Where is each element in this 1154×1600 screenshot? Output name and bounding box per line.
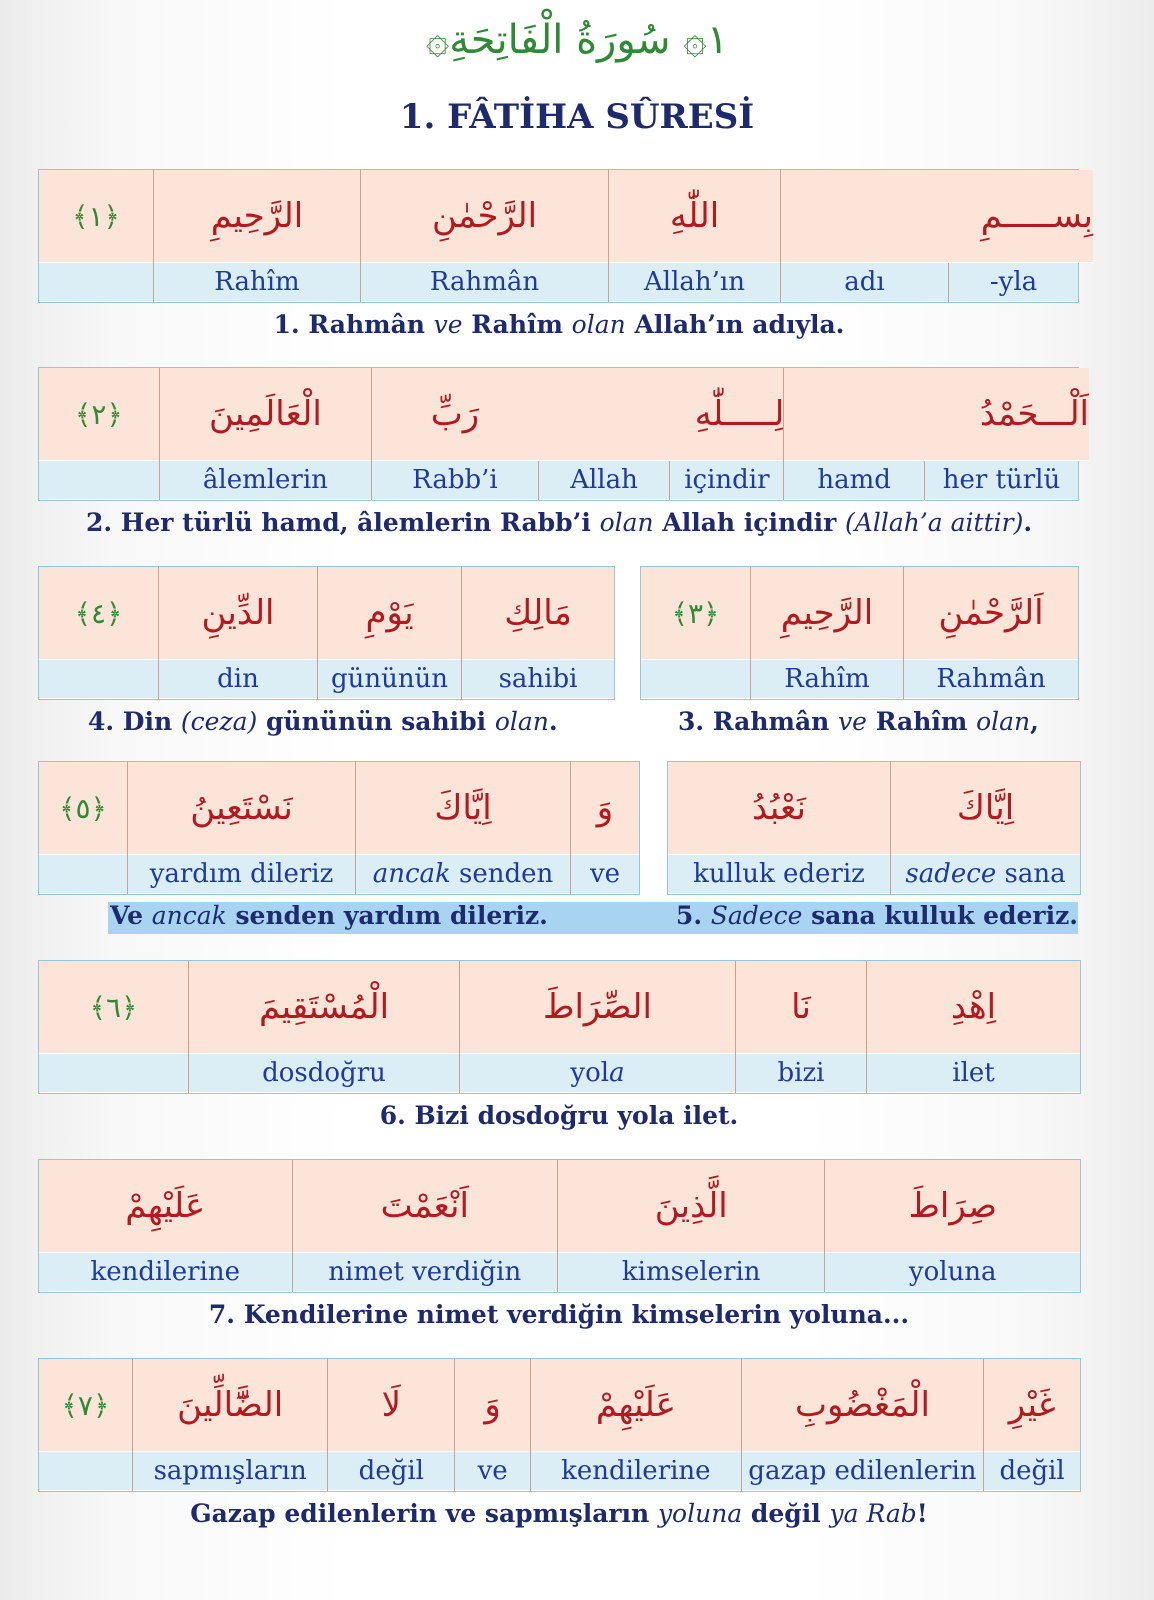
- translation-word: değil: [984, 1452, 1080, 1490]
- verse-6-table: [38, 960, 1081, 1094]
- translation-word: içindir: [670, 461, 783, 499]
- word-cell: [735, 961, 866, 1093]
- word-cell: [750, 567, 903, 699]
- verse-4-meaning: [88, 707, 558, 736]
- translation-word: Allah: [539, 461, 670, 499]
- arabic-word: الدِّينِ: [159, 567, 317, 660]
- meaning-text: 1. Rahmân: [273, 310, 434, 339]
- word-cell: [890, 762, 1080, 894]
- meaning-text: Allah içindir: [653, 508, 846, 537]
- ayah-number-cell: [39, 567, 158, 699]
- meaning-text: gününün sahibi: [257, 707, 495, 736]
- arabic-word: بِســـــمِ: [789, 170, 1093, 263]
- meaning-italic: olan: [976, 707, 1031, 736]
- translation-empty: [39, 461, 159, 499]
- word-cell: [608, 170, 780, 302]
- meaning-text: .: [1023, 508, 1033, 537]
- translation-word: Rahmân: [361, 263, 608, 301]
- arabic-word: اِيَّاكَ: [891, 762, 1080, 855]
- translation-word: Rahmân: [904, 660, 1078, 698]
- translation-word: sapmışların: [133, 1452, 328, 1490]
- translation-italic: sadece: [905, 859, 997, 889]
- arabic-word: الصِّرَاطَ: [460, 961, 735, 1054]
- word-cell: [570, 762, 639, 894]
- word-cell: [153, 170, 360, 302]
- word-cell: [327, 1359, 454, 1491]
- word-cell: [741, 1359, 984, 1491]
- ayah-marker: [39, 567, 158, 660]
- arabic-word: غَيْرِ: [984, 1359, 1080, 1452]
- translation-text: senden: [450, 859, 554, 889]
- meaning-text: !: [916, 1499, 928, 1528]
- word-cell: [159, 368, 371, 500]
- meaning-text: senden yardım dileriz.: [226, 901, 548, 930]
- ayah-marker: [39, 961, 188, 1054]
- arabic-word: الرَّحِيمِ: [751, 567, 903, 660]
- meaning-text: sana kulluk ederiz.: [802, 901, 1078, 930]
- verse-7a-meaning: [0, 1300, 1118, 1329]
- verse-3-table: [640, 566, 1079, 700]
- arabic-word: نَعْبُدُ: [668, 762, 890, 855]
- word-cell: [903, 567, 1078, 699]
- translation-word: âlemlerin: [160, 461, 371, 499]
- translation-word: kendilerine: [531, 1452, 741, 1490]
- translation-word: değil: [328, 1452, 454, 1490]
- arabic-word: لِـــــلّٰهِ: [538, 368, 784, 461]
- ayah-marker: [641, 567, 750, 660]
- arabic-word: اَنْعَمْتَ: [293, 1160, 557, 1253]
- meaning-italic: olan: [599, 508, 654, 537]
- arabic-word: الْعَالَمِينَ: [160, 368, 371, 461]
- meaning-italic: ve: [838, 707, 867, 736]
- translation-italic: ancak: [372, 859, 451, 889]
- ayah-marker: [39, 170, 153, 263]
- word-cell: [668, 762, 890, 894]
- meaning-text: 3. Rahmân: [678, 707, 839, 736]
- ayah-number-icon: ﴿١﴾: [72, 199, 120, 233]
- verse-5b-meaning: [110, 901, 548, 930]
- meaning-text: Ve: [110, 901, 152, 930]
- ayah-number-cell: [39, 762, 127, 894]
- word-cell: [355, 762, 570, 894]
- ayah-number-cell: [39, 961, 188, 1093]
- verse-1-meaning: [0, 310, 1118, 339]
- word-cell: [669, 368, 783, 500]
- arabic-word: الْمُسْتَقِيمَ: [189, 961, 459, 1054]
- ayah-number-icon: ﴿٤﴾: [74, 596, 123, 630]
- meaning-italic: olan: [494, 707, 549, 736]
- arabic-word: اَلرَّحْمٰنِ: [904, 567, 1078, 660]
- translation-empty: [39, 263, 153, 301]
- ayah-number-cell: [39, 170, 153, 302]
- ayah-number-icon: ﴿٧﴾: [61, 1388, 110, 1422]
- word-cell: [824, 1160, 1080, 1292]
- word-cell: [292, 1160, 557, 1292]
- translation-word: ve: [455, 1452, 530, 1490]
- verse-7a-table: [38, 1159, 1081, 1293]
- meaning-text: 7. Kendilerine nimet verdiğin kimselerin yoluna...: [208, 1300, 910, 1329]
- arabic-word: الرَّحْمٰنِ: [361, 170, 608, 263]
- translation-word: [460, 1054, 735, 1092]
- translation-word: sahibi: [462, 660, 614, 698]
- translation-word: gazap edilenlerin: [742, 1452, 984, 1490]
- ayah-marker: [39, 1359, 132, 1452]
- meaning-italic: ve: [433, 310, 463, 339]
- verse-2-meaning: [0, 508, 1118, 537]
- translation-word: [356, 855, 570, 893]
- meaning-italic: (Allah’a aittir): [845, 508, 1024, 537]
- verse-7b-meaning: [0, 1499, 1118, 1528]
- arabic-word: الرَّحِيمِ: [154, 170, 360, 263]
- translation-empty: [39, 1054, 188, 1092]
- verse-5b-table: [38, 761, 640, 895]
- arabic-word: الْمَغْضُوبِ: [742, 1359, 984, 1452]
- ayah-number-icon: ﴿٦﴾: [89, 990, 138, 1024]
- word-cell: [557, 1160, 824, 1292]
- translation-empty: [39, 855, 127, 893]
- arabic-word: صِرَاطَ: [825, 1160, 1080, 1253]
- word-cell: [188, 961, 459, 1093]
- word-cell: [866, 961, 1080, 1093]
- translation-word: Rahîm: [154, 263, 360, 301]
- ayah-number-cell: [39, 1359, 132, 1491]
- translation-word: Rabb’i: [372, 461, 538, 499]
- meaning-text: değil: [742, 1499, 830, 1528]
- arabic-word: اَلْـــحَمْدُ: [784, 368, 1089, 461]
- word-cell: [948, 170, 1093, 302]
- translation-italic: a: [609, 1058, 625, 1088]
- translation-word: Rahîm: [751, 660, 903, 698]
- meaning-text: Rahîm: [462, 310, 572, 339]
- arabic-word: الَّذِينَ: [558, 1160, 824, 1253]
- meaning-text: .: [548, 707, 558, 736]
- arabic-word: اِيَّاكَ: [356, 762, 570, 855]
- verse-7b-table: [38, 1358, 1081, 1492]
- arabic-word: نَا: [736, 961, 866, 1054]
- translation-word: adı: [781, 263, 948, 301]
- translation-word: yardım dileriz: [128, 855, 355, 893]
- translation-empty: [39, 1452, 132, 1490]
- word-cell: [371, 368, 538, 500]
- translation-word: nimet verdiğin: [293, 1253, 557, 1291]
- meaning-text: Allah’ın adıyla.: [625, 310, 845, 339]
- verse-6-meaning: [0, 1101, 1118, 1130]
- translation-empty: [39, 660, 158, 698]
- arabic-word: عَلَيْهِمْ: [531, 1359, 741, 1452]
- meaning-text: 5.: [675, 901, 711, 930]
- translation-word: ve: [571, 855, 639, 893]
- meaning-italic: ancak: [151, 901, 227, 930]
- translation-word: kulluk ederiz: [668, 855, 890, 893]
- arabic-word: لَا: [328, 1359, 454, 1452]
- meaning-italic: ya Rab: [829, 1499, 917, 1528]
- translation-text: yol: [570, 1058, 610, 1088]
- translation-word: yoluna: [825, 1253, 1080, 1291]
- verse-5a-meaning: [676, 901, 1078, 930]
- verse-2-table: [38, 367, 1089, 501]
- ayah-number-icon: ﴿٣﴾: [671, 596, 720, 630]
- word-cell: [317, 567, 461, 699]
- meaning-text: 6. Bizi dosdoğru yola ilet.: [379, 1101, 739, 1130]
- ayah-marker: [39, 762, 127, 855]
- word-cell: [127, 762, 355, 894]
- ayah-number-icon: ﴿٥﴾: [59, 791, 107, 825]
- translation-empty: [641, 660, 750, 698]
- translation-word: kendilerine: [39, 1253, 292, 1291]
- meaning-text: 2. Her türlü hamd, âlemlerin Rabb’i: [85, 508, 600, 537]
- meaning-text: Rahîm: [866, 707, 977, 736]
- translation-word: dosdoğru: [189, 1054, 459, 1092]
- meaning-italic: (ceza): [180, 707, 258, 736]
- meaning-italic: yoluna: [657, 1499, 743, 1528]
- translation-word: -yla: [949, 263, 1078, 301]
- arabic-word: اللّٰهِ: [609, 170, 780, 263]
- page-title: 1. FÂTİHA SÛRESİ: [399, 97, 755, 137]
- translation-word: hamd: [784, 461, 924, 499]
- translation-text: sana: [996, 859, 1066, 889]
- translation-word: kimselerin: [558, 1253, 824, 1291]
- translation-word: bizi: [736, 1054, 866, 1092]
- word-cell: [39, 1160, 292, 1292]
- verse-4-table: [38, 566, 615, 700]
- arabic-word: مَالِكِ: [462, 567, 614, 660]
- arabic-word: وَ: [571, 762, 639, 855]
- arabic-word: اِهْدِ: [867, 961, 1080, 1054]
- word-cell: [924, 368, 1089, 500]
- translation-word: [891, 855, 1080, 893]
- verse-1-table: [38, 169, 1093, 303]
- surah-title-arabic: ۞١۞ سُورَةُ الْفَاتِحَةِ: [425, 17, 729, 63]
- word-cell: [461, 567, 614, 699]
- word-cell: [158, 567, 317, 699]
- arabic-word: الضَّٓالِّينَ: [133, 1359, 328, 1452]
- verse-3-meaning: [678, 707, 1039, 736]
- translation-word: ilet: [867, 1054, 1080, 1092]
- arabic-word: رَبِّ: [372, 368, 538, 461]
- ayah-number-cell: [641, 567, 750, 699]
- arabic-word: وَ: [455, 1359, 530, 1452]
- word-cell: [530, 1359, 741, 1491]
- word-cell: [132, 1359, 328, 1491]
- translation-word: gününün: [318, 660, 461, 698]
- meaning-text: 4. Din: [88, 707, 181, 736]
- translation-word: Allah’ın: [609, 263, 780, 301]
- meaning-text: ,: [1030, 707, 1039, 736]
- translation-word: her türlü: [925, 461, 1078, 499]
- arabic-word: عَلَيْهِمْ: [39, 1160, 292, 1253]
- ayah-marker: [39, 368, 159, 461]
- word-cell: [983, 1359, 1080, 1491]
- meaning-italic: Sadece: [710, 901, 803, 930]
- word-cell: [459, 961, 735, 1093]
- translation-word: din: [159, 660, 317, 698]
- meaning-text: Gazap edilenlerin ve sapmışların: [190, 1499, 658, 1528]
- verse-5a-table: [667, 761, 1081, 895]
- ayah-number-cell: [39, 368, 159, 500]
- ayah-number-icon: ﴿٢﴾: [74, 397, 123, 431]
- word-cell: [360, 170, 608, 302]
- meaning-italic: olan: [571, 310, 626, 339]
- word-cell: [454, 1359, 530, 1491]
- arabic-word: نَسْتَعِينُ: [128, 762, 355, 855]
- arabic-word: يَوْمِ: [318, 567, 461, 660]
